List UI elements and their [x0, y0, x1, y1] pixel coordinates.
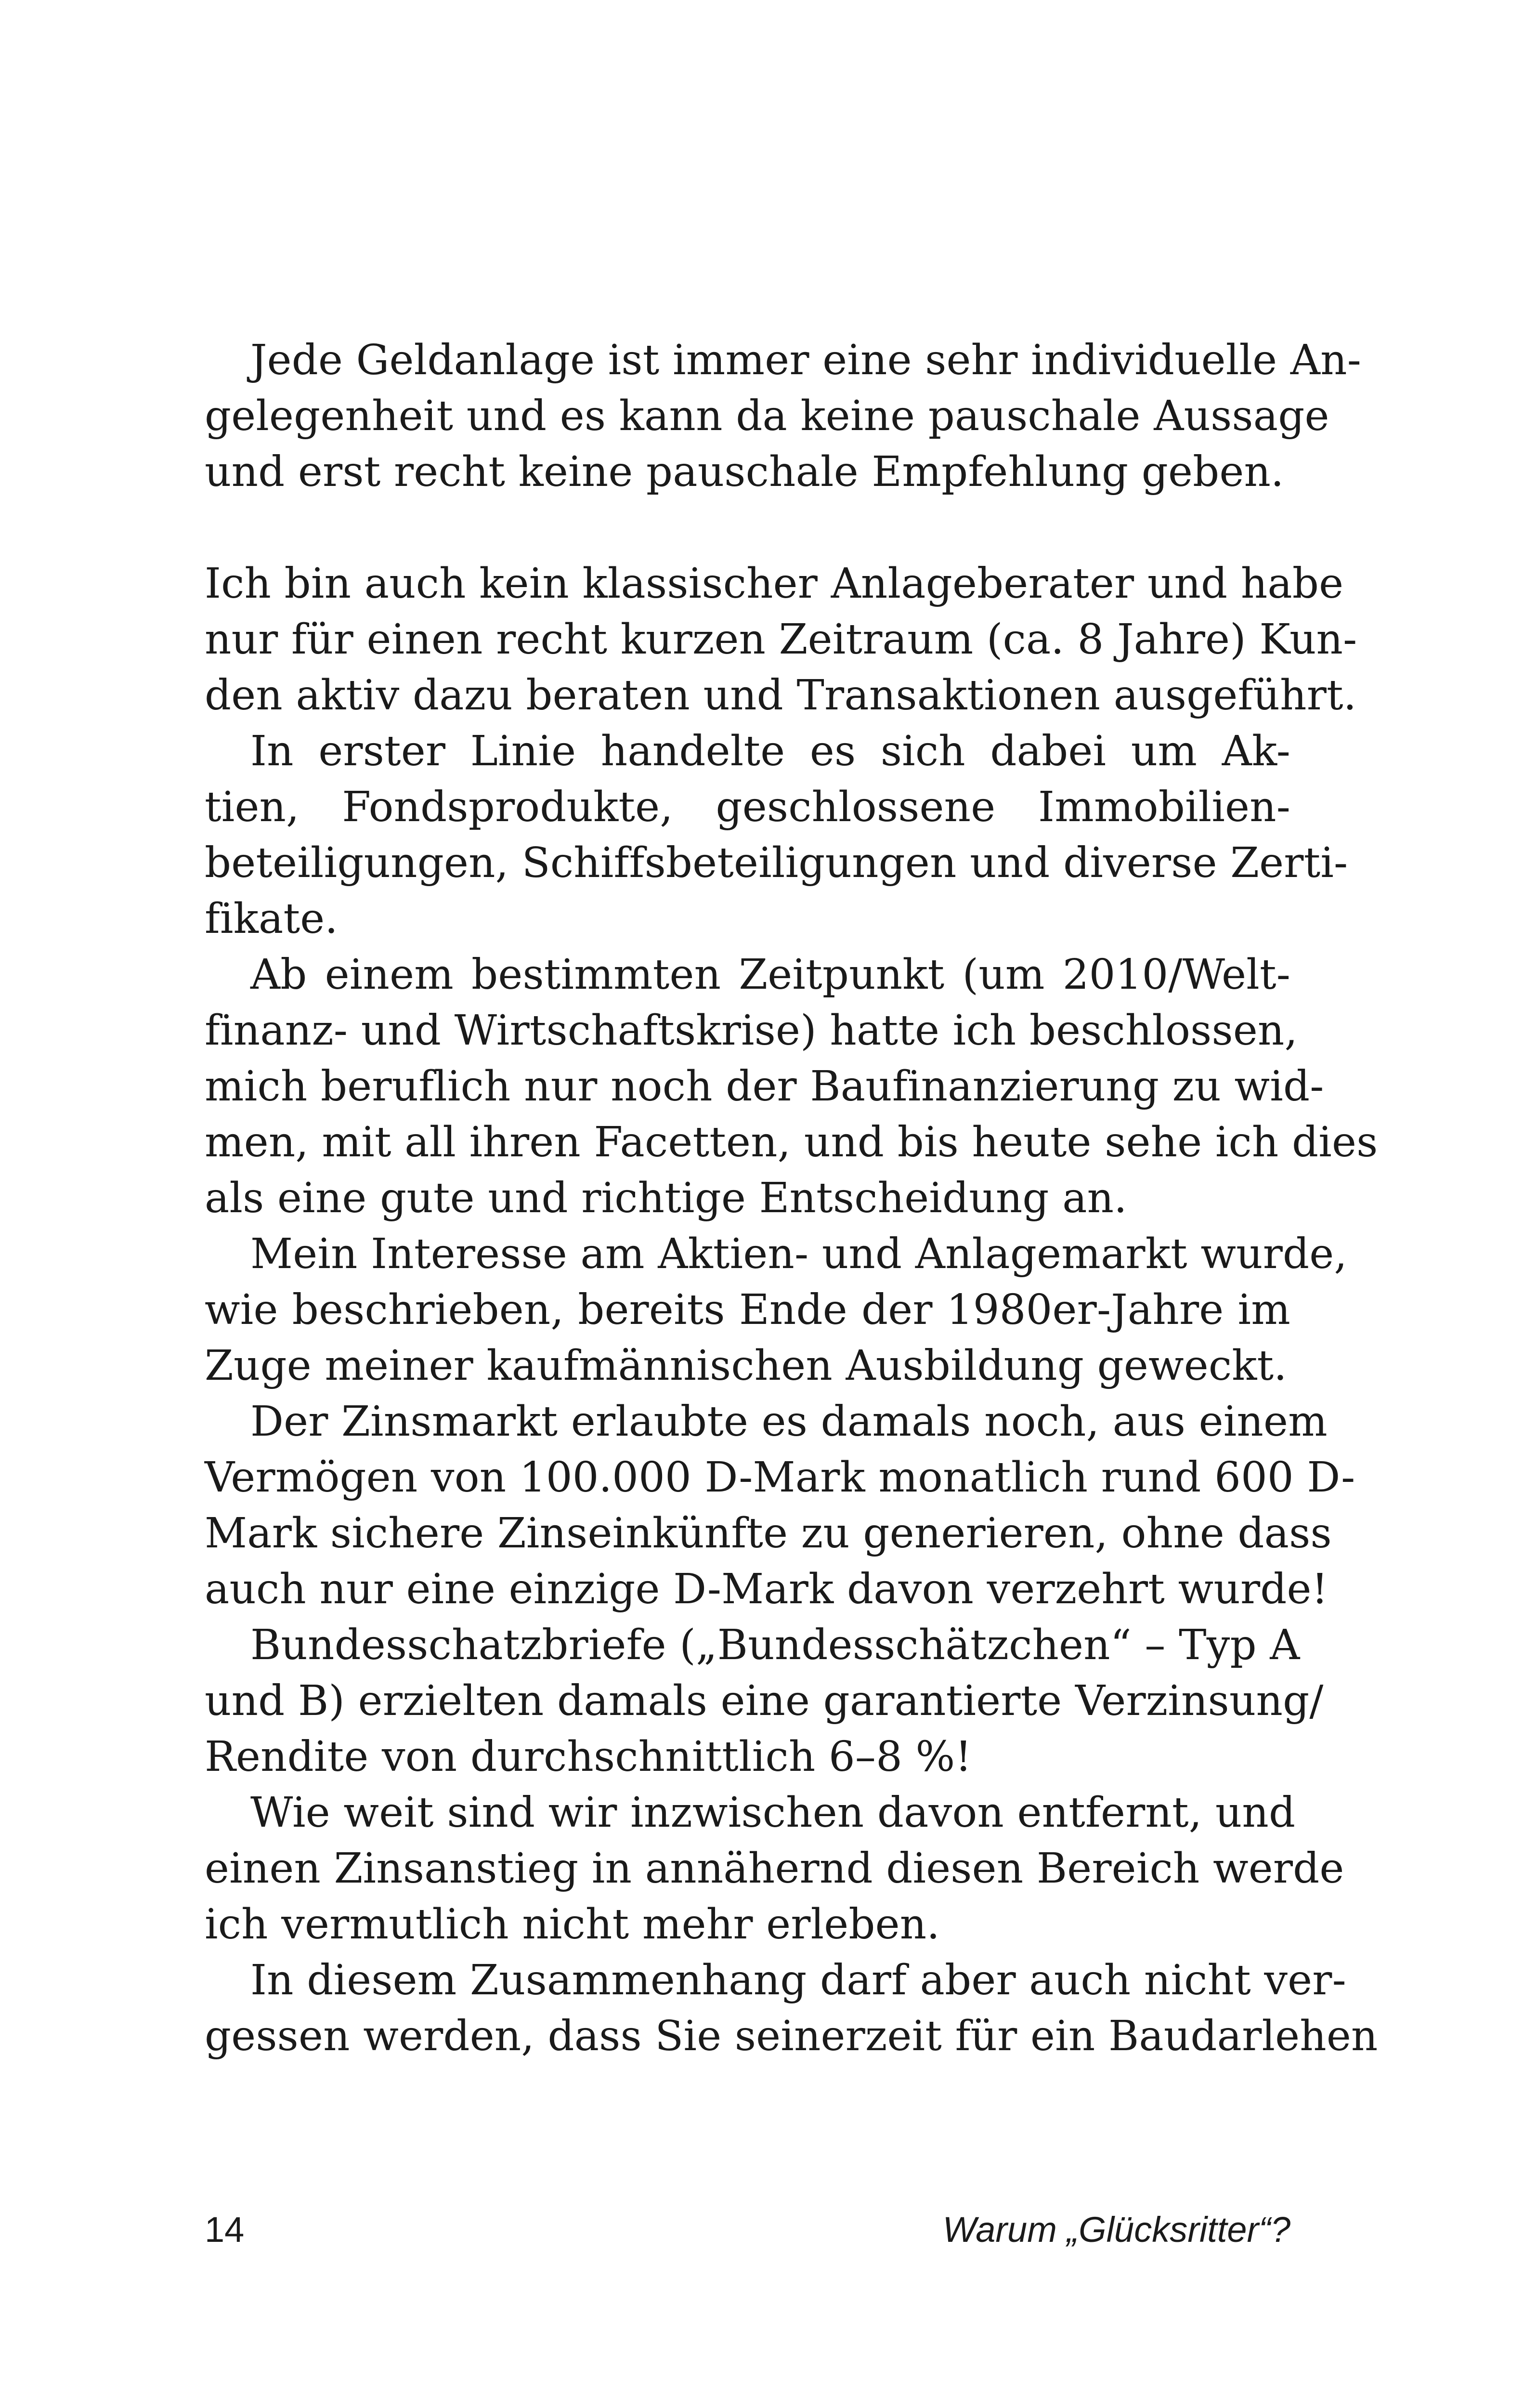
text-line: Wie weit sind wir inzwischen davon entfernt, und	[250, 1789, 1296, 1837]
text-line: und erst recht keine pauschale Empfehlung geben.	[205, 448, 1284, 496]
text-line: Vermögen von 100.000 D-Mark monatlich rund 600 D-	[205, 1453, 1355, 1502]
page-number: 14	[205, 2210, 245, 2250]
text-line: Ich bin auch kein klassischer Anlageberater und habe	[205, 560, 1344, 608]
text-line: gelegenheit und es kann da keine pauschale Aussage	[205, 392, 1329, 440]
paragraph-gap	[205, 500, 1290, 556]
text-line: nur für einen recht kurzen Zeitraum (ca. 8 Jahre) Kun-	[205, 615, 1357, 664]
text-line: wie beschrieben, bereits Ende der 1980er-Jahre im	[205, 1286, 1290, 1334]
text-line: mich beruflich nur noch der Baufinanzierung zu wid-	[205, 1062, 1324, 1111]
text-line: beteiligungen, Schiffsbeteiligungen und diverse Zerti-	[205, 839, 1348, 887]
page-footer	[205, 2203, 1290, 2256]
text-line: In erster Linie handelte es sich dabei um Ak-	[250, 727, 1290, 775]
paragraph	[205, 1617, 1324, 1785]
paragraph	[205, 332, 1361, 500]
text-line: Ab einem bestimmten Zeitpunkt (um 2010/Welt-	[250, 951, 1290, 999]
text-line: finanz- und Wirtschaftskrise) hatte ich beschlossen,	[205, 1007, 1298, 1055]
text-line: den aktiv dazu beraten und Transaktionen ausgeführt.	[205, 671, 1357, 720]
paragraph	[205, 947, 1378, 1226]
text-line: als eine gute und richtige Entscheidung an.	[205, 1174, 1127, 1222]
text-line: einen Zinsanstieg in annähernd diesen Bereich werde	[205, 1845, 1344, 1893]
text-line: und B) erzielten damals eine garantierte Verzinsung/	[205, 1677, 1324, 1725]
paragraph	[205, 1785, 1344, 1952]
text-line: Jede Geldanlage ist immer eine sehr individuelle An-	[250, 336, 1361, 384]
text-line: tien, Fondsprodukte, geschlossene Immobilien-	[205, 783, 1290, 831]
text-line: Mark sichere Zinseinkünfte zu generieren, ohne dass	[205, 1509, 1332, 1557]
paragraph	[205, 556, 1357, 723]
text-line: Rendite von durchschnittlich 6–8 %!	[205, 1733, 972, 1781]
text-line: ich vermutlich nicht mehr erleben.	[205, 1900, 940, 1949]
text-line: In diesem Zusammenhang darf aber auch nicht ver-	[250, 1956, 1346, 2004]
text-line: auch nur eine einzige D-Mark davon verzehrt wurde!	[205, 1565, 1329, 1613]
text-line: Bundesschatzbriefe („Bundesschätzchen“ – Typ A	[250, 1621, 1300, 1669]
text-line: Zuge meiner kaufmännischen Ausbildung geweckt.	[205, 1342, 1287, 1390]
paragraph	[205, 1394, 1355, 1617]
body-text	[205, 332, 1378, 2064]
paragraph	[205, 1226, 1347, 1394]
text-line: gessen werden, dass Sie seinerzeit für ein Baudarlehen	[205, 2012, 1378, 2060]
text-line: men, mit all ihren Facetten, und bis heute sehe ich dies	[205, 1118, 1378, 1166]
text-line: fikate.	[205, 895, 338, 943]
running-title: Warum „Glücksritter“?	[942, 2210, 1290, 2250]
text-line: Mein Interesse am Aktien- und Anlagemarkt wurde,	[250, 1230, 1347, 1278]
text-line: Der Zinsmarkt erlaubte es damals noch, aus einem	[250, 1398, 1328, 1446]
paragraph	[205, 723, 1348, 947]
paragraph	[205, 1952, 1378, 2064]
